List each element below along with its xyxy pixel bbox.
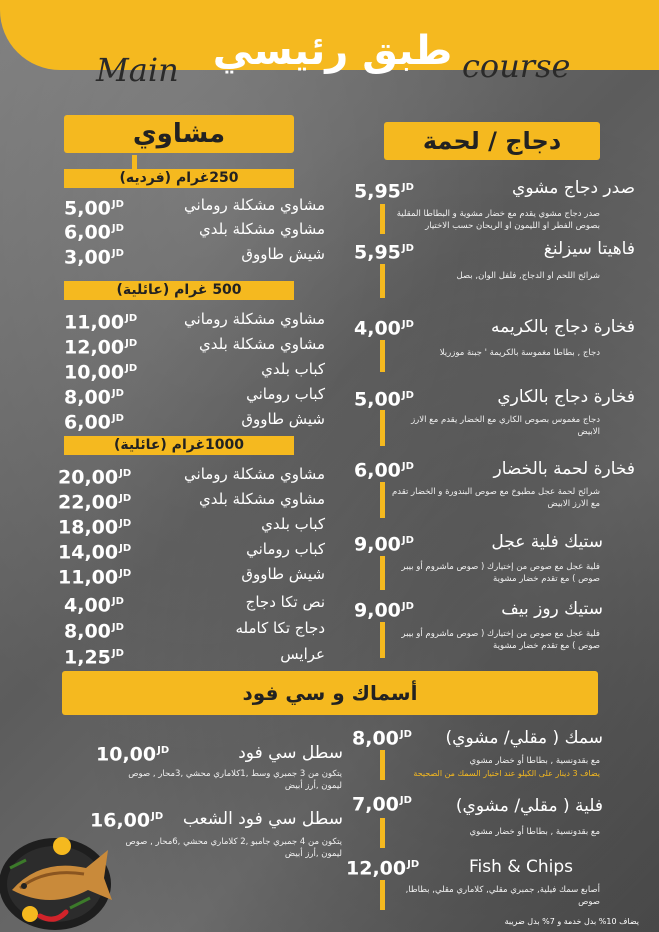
price: $18,00^{JD}$ — [58, 516, 132, 539]
accent-bar — [380, 482, 385, 518]
seafood-header: أسماك و سي فود — [62, 671, 598, 715]
dish-description: فلية عجل مع صوص من إختيارك ( صوص ماشروم أو بيبر صوص ) مع تقدم خضار مشوية — [401, 629, 600, 651]
price: $20,00^{JD}$ — [58, 466, 132, 489]
price: $12,00^{JD}$ — [64, 336, 138, 359]
menu-item-name: كباب روماني — [246, 540, 325, 558]
accent-bar — [380, 410, 385, 446]
menu-item-name: نص تكا دجاج — [245, 593, 325, 611]
menu-item-name: شيش طاووق — [241, 565, 325, 583]
dish-description: فلية عجل مع صوص من إختيارك ( صوص ماشروم أو بيبر صوص ) مع تقدم خضار مشوية — [401, 562, 600, 584]
section-title-250: 250غرام (فرديه) — [64, 169, 294, 188]
dish-description: دجاج مغموس بصوص الكاري مع الخضار يقدم مع الارز الابيض — [411, 415, 600, 437]
price: $5,00^{JD}$ — [354, 388, 414, 411]
dish-description: أصابع سمك فيلية, جمبري مقلي, كلاماري مقلي, بطاطا, صوص — [405, 885, 600, 907]
accent-bar — [380, 204, 385, 234]
price: $5,95^{JD}$ — [354, 241, 414, 264]
dish-name: ستيك فلية عجل — [491, 532, 603, 552]
menu-item-name: مشاوي مشكلة روماني — [184, 310, 325, 328]
menu-item-name: شيش طاووق — [241, 245, 325, 263]
price: $8,00^{JD}$ — [352, 727, 412, 750]
menu-item-name: مشاوي مشكلة بلدي — [199, 220, 325, 238]
accent-bar — [380, 264, 385, 298]
chicken-meat-header: دجاج / لحمة — [384, 122, 600, 160]
footer-note: يضاف 10% بدل خدمة و 7% بدل ضريبة — [504, 917, 639, 926]
price: $16,00^{JD}$ — [90, 809, 164, 832]
menu-item-name: مشاوي مشكلة بلدي — [199, 335, 325, 353]
section-title-500: 500 غرام (عائلية) — [64, 281, 294, 300]
price: $22,00^{JD}$ — [58, 491, 132, 514]
accent-bar — [380, 818, 385, 848]
menu-item-name: مشاوي مشكلة بلدي — [199, 490, 325, 508]
price: $4,00^{JD}$ — [354, 317, 414, 340]
dish-description: دجاج , بطاطا مغموسة بالكريمة ' جبنة موزريلا — [439, 348, 600, 358]
menu-item-name: كباب بلدي — [261, 360, 325, 378]
dish-note: يضاف 3 دينار على الكيلو عند اختيار السمك من الصحيحة — [413, 769, 600, 778]
grills-header: مشاوي — [64, 115, 294, 153]
menu-item-name: مشاوي مشكلة روماني — [184, 465, 325, 483]
price: $6,00^{JD}$ — [64, 411, 124, 434]
dish-name: سطل سي فود — [238, 743, 343, 763]
dish-name: فلية ( مقلي/ مشوي) — [455, 796, 603, 816]
script-course: course — [462, 47, 571, 85]
page-title: طبق رئيسي — [212, 28, 453, 74]
price: $11,00^{JD}$ — [64, 311, 138, 334]
price: $8,00^{JD}$ — [64, 620, 124, 643]
price: $4,00^{JD}$ — [64, 594, 124, 617]
price: $3,00^{JD}$ — [64, 246, 124, 269]
price: $6,00^{JD}$ — [354, 459, 414, 482]
dish-description: صدر دجاج مشوي يقدم مع خضار مشوية و البطاطا المقلية بصوص الفطر او الليمون او الريحان حسب الاختيار — [396, 209, 600, 231]
menu-item-name: شيش طاووق — [241, 410, 325, 428]
price: $5,95^{JD}$ — [354, 180, 414, 203]
fish-plate-image — [0, 828, 122, 932]
dish-description: مع بقدونسية , بطاطا أو خضار مشوي — [469, 756, 600, 766]
dish-name: سمك ( مقلي/ مشوي) — [445, 728, 603, 748]
menu-item-name: كباب روماني — [246, 385, 325, 403]
dish-description: شرائح لحمة عجل مطبوخ مع صوص البندورة و الخضار تقدم مع الارز الابيض — [391, 487, 600, 509]
dish-name: Fish & Chips — [469, 857, 573, 877]
price: $8,00^{JD}$ — [64, 386, 124, 409]
script-main: Main — [96, 51, 179, 89]
menu-item-name: كباب بلدي — [261, 515, 325, 533]
price: $6,00^{JD}$ — [64, 221, 124, 244]
price: $10,00^{JD}$ — [96, 743, 170, 766]
accent-bar — [380, 556, 385, 590]
dish-description: مع بقدونسية , بطاطا أو خضار مشوي — [469, 827, 600, 837]
price: $1,25^{JD}$ — [64, 646, 124, 669]
dish-name: فخارة لحمة بالخضار — [493, 459, 635, 479]
menu-item-name: دجاج تكا كامله — [235, 619, 325, 637]
price: $5,00^{JD}$ — [64, 197, 124, 220]
dish-name: فخارة دجاج بالكريمه — [491, 317, 635, 337]
accent-bar — [380, 340, 385, 372]
accent-bar — [380, 880, 385, 910]
dish-name: فاهيتا سيزلنغ — [543, 239, 635, 259]
accent-bar — [380, 622, 385, 658]
dish-name: ستيك روز بيف — [501, 599, 603, 619]
section-title-1000: 1000غرام (عائلية) — [64, 436, 294, 455]
price: $10,00^{JD}$ — [64, 361, 138, 384]
menu-item-name: عرايس — [280, 645, 325, 663]
price: $14,00^{JD}$ — [58, 541, 132, 564]
dish-name: صدر دجاج مشوي — [512, 178, 635, 198]
dish-name: فخارة دجاج بالكاري — [497, 387, 635, 407]
price: $12,00^{JD}$ — [346, 857, 420, 880]
dish-description: يتكون من 4 جمبري جامبو ,2 كلاماري محشي ,6محار , صوص ليمون ,أرز أبيض — [125, 837, 342, 859]
price: $9,00^{JD}$ — [354, 599, 414, 622]
dish-description: شرائح اللحم او الدجاج, فلفل الوان, بصل — [456, 271, 600, 281]
dish-description: يتكون من 3 جمبري وسط ,1كلاماري محشي ,3محار , صوص ليمون ,أرز أبيض — [128, 769, 342, 791]
price: $7,00^{JD}$ — [352, 793, 412, 816]
price: $9,00^{JD}$ — [354, 533, 414, 556]
dish-name: سطل سي فود الشعب — [182, 809, 343, 829]
menu-item-name: مشاوي مشكلة روماني — [184, 196, 325, 214]
price: $11,00^{JD}$ — [58, 566, 132, 589]
